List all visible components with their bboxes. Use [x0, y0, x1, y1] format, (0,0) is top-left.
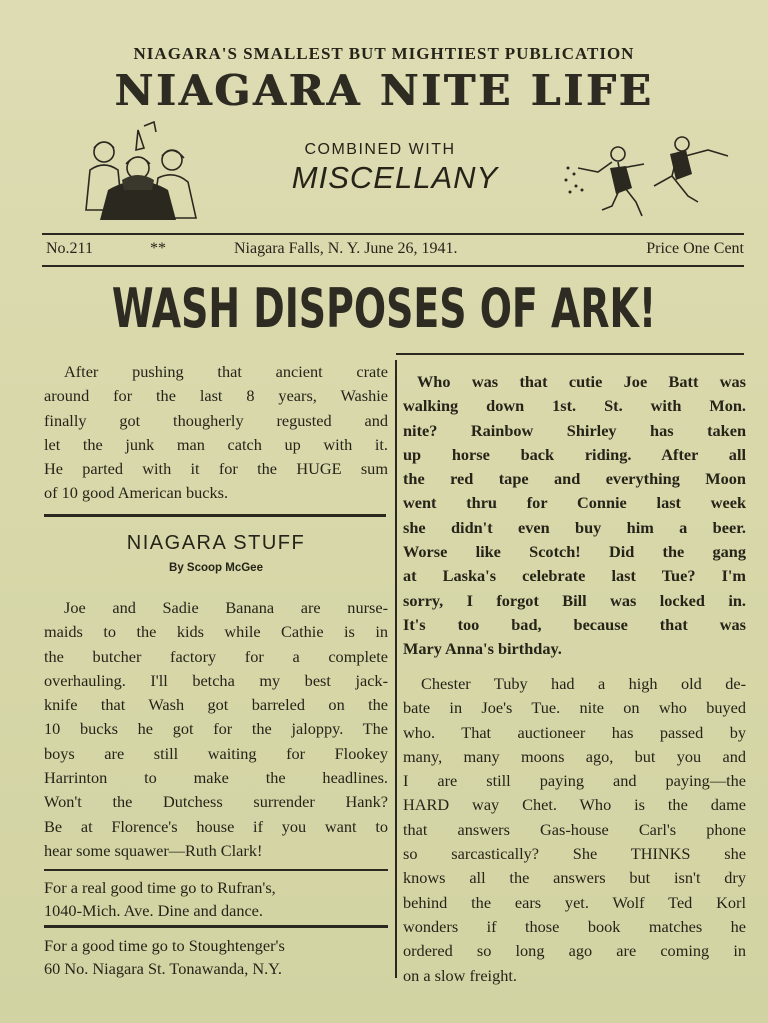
text-line: so sarcastically? She THINKS she [403, 844, 746, 864]
section-rule [44, 514, 386, 517]
ad-line: For a good time go to Stoughtenger's [44, 936, 285, 955]
text-line: many, many moons ago, but you and [403, 746, 746, 766]
text-line: overhauling. I'll betcha my best jack- [44, 670, 388, 690]
text-line: ordered so long ago are coming in [403, 941, 746, 961]
party-illustration [78, 120, 210, 226]
headline-rule-right [396, 353, 744, 355]
text-line: HARD way Chet. Who is the dame [403, 795, 746, 815]
byline: By Scoop McGee [169, 562, 263, 574]
niagara-stuff-text [44, 596, 388, 863]
text-line: Harrinton to make the headlines. [44, 768, 388, 788]
text-line: I are still paying and paying—the [403, 771, 746, 791]
text-line: of 10 good American bucks. [44, 483, 229, 503]
tagline: NIAGARA'S SMALLEST BUT MIGHTIEST PUBLICATION [133, 44, 635, 63]
dateline [46, 240, 744, 262]
text-line: boys are still waiting for Flookey [44, 743, 388, 763]
text-line: that answers Gas-house Carl's phone [403, 819, 746, 839]
text-line: Joe and Sadie Banana are nurse- [64, 598, 388, 617]
ad-stoughtengers [44, 934, 390, 980]
text-line: 10 bucks he got for the jaloppy. The [44, 719, 388, 739]
dateline-stars: ** [150, 240, 166, 257]
text-line: went thru for Connie last week [403, 493, 746, 513]
text-line: Worse like Scotch! Did the gang [403, 542, 746, 562]
text-line: the butcher factory for a complete [44, 646, 388, 666]
niagara-stuff-article [44, 596, 388, 863]
text-line: on a slow freight. [403, 965, 517, 985]
text-line: around for the last 8 years, Washie [44, 386, 388, 406]
gossip-paragraph-2 [403, 672, 746, 988]
ad-rufrans [44, 876, 390, 922]
text-line: Won't the Dutchess surrender Hank? [44, 792, 388, 812]
text-line: It's too bad, because that was [403, 614, 746, 634]
text-line: at Laska's celebrate last Tue? I'm [403, 566, 746, 586]
dancers-illustration [562, 128, 740, 224]
ad-line: 60 No. Niagara St. Tonawanda, N.Y. [44, 959, 282, 978]
text-line: Chester Tuby had a high old de- [421, 674, 746, 693]
price: Price One Cent [646, 240, 744, 257]
dateline-rule [42, 265, 744, 267]
text-line: knows all the answers but isn't dry [403, 868, 746, 888]
text-line: bate in Joe's Tue. nite on who buyed [403, 698, 746, 718]
ad-rule-2 [44, 925, 388, 928]
text-line: the red tape and everything Moon [403, 469, 746, 489]
text-line: let the junk man catch up with it. [44, 434, 388, 454]
gossip-paragraph-1 [403, 370, 746, 662]
text-line: finally got thougherly regusted and [44, 410, 388, 430]
text-line: wonders if those book matches he [403, 916, 746, 936]
text-line: Mary Anna's birthday. [403, 639, 562, 659]
text-line: maids to the kids while Cathie is in [44, 622, 388, 642]
ad-line: For a real good time go to Rufran's, [44, 878, 276, 897]
gossip-text-1 [403, 370, 746, 662]
text-line: who. That auctioneer has passed by [403, 722, 746, 742]
miscellany-subtitle: MISCELLANY [291, 160, 499, 195]
masthead-rule [42, 233, 744, 235]
text-line: walking down 1st. St. with Mon. [403, 396, 746, 416]
text-line: Who was that cutie Joe Batt was [417, 372, 746, 391]
lead-article [44, 360, 388, 506]
column-divider [395, 360, 397, 978]
masthead-title: NIAGARA NITE LIFE [114, 66, 654, 115]
text-line: nite? Rainbow Shirley has taken [403, 420, 746, 440]
text-line: up horse back riding. After all [403, 444, 746, 464]
issue-number: No.211 [46, 240, 93, 257]
combined-with-label: COMBINED WITH [304, 141, 456, 158]
place-date: Niagara Falls, N. Y. June 26, 1941. [234, 240, 458, 257]
text-line: knife that Wash got barreled on the [44, 695, 388, 715]
text-line: After pushing that ancient crate [64, 362, 388, 381]
ad-line: 1040-Mich. Ave. Dine and dance. [44, 901, 263, 920]
text-line: sorry, I forgot Bill was locked in. [403, 590, 746, 610]
text-line: He parted with it for the HUGE sum [44, 459, 388, 479]
text-line: Be at Florence's house if you want to [44, 816, 388, 836]
text-line: behind the ears yet. Wolf Ted Korl [403, 892, 746, 912]
gossip-text-2 [403, 672, 746, 988]
ad-rule-1 [44, 869, 388, 871]
niagara-stuff-title: NIAGARA STUFF [126, 532, 306, 554]
lead-article-text [44, 360, 388, 506]
headline: WASH DISPOSES OF ARK! [111, 277, 657, 340]
text-line: hear some squawer—Ruth Clark! [44, 840, 263, 860]
text-line: she didn't even buy him a beer. [403, 517, 746, 537]
